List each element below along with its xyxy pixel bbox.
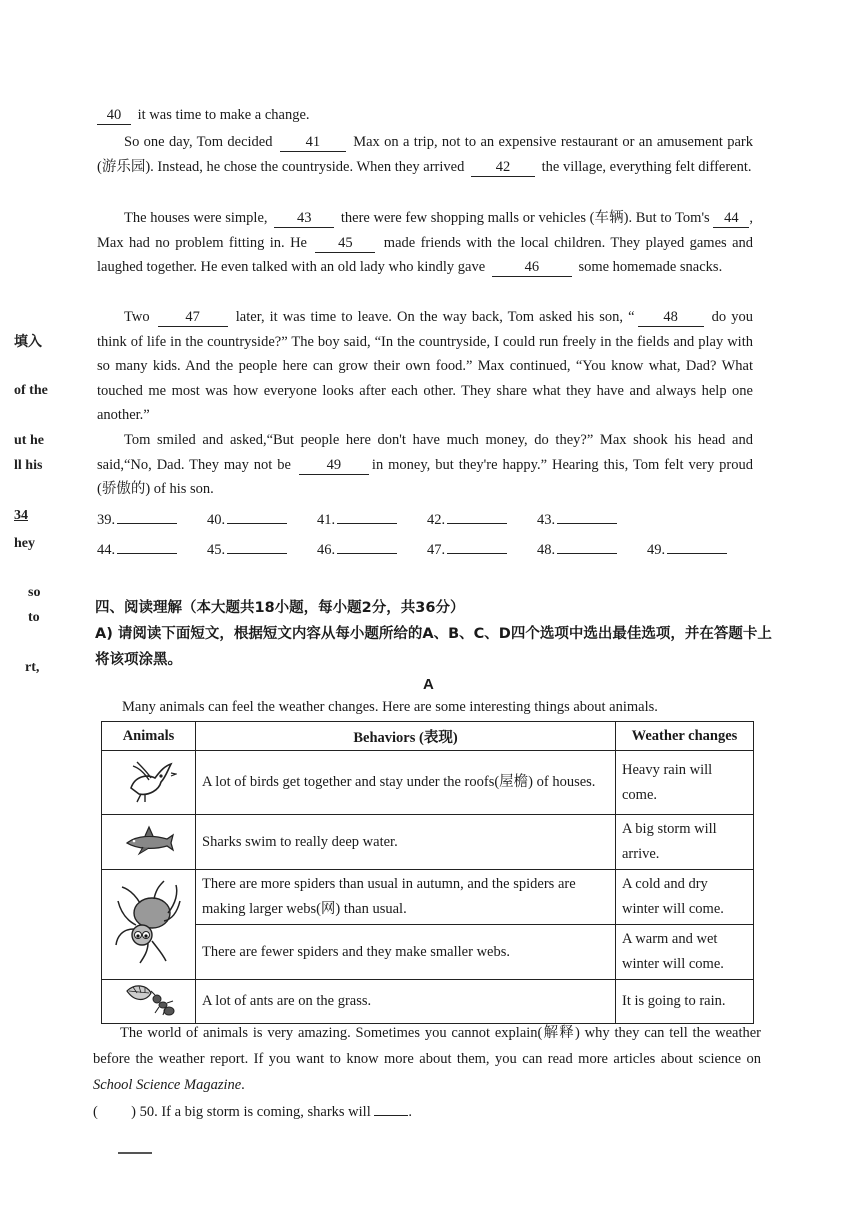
answer-slot[interactable] xyxy=(427,539,537,559)
answer-slot[interactable] xyxy=(427,509,537,529)
blank-40[interactable]: 40 xyxy=(97,107,131,125)
story-text: Tom smiled and asked,“But people here don't have much money, do they?” Max shook his head and said,“No, Dad. They may not be xyxy=(97,432,753,473)
table-row xyxy=(102,925,754,980)
story-text: Max on a trip, not to an expensive restaurant or an amusement park (游乐园). Instead, he chose the countryside. When they arrived xyxy=(97,134,753,175)
animal-cell xyxy=(102,751,196,815)
ant-icon xyxy=(123,981,175,1017)
closing-text: The world of animals is very amazing. Sometimes you cannot explain(解释) why they can tell the weather before the weather report. If you want to know more about them, you can read more articles about science on xyxy=(93,1025,761,1067)
answer-slot[interactable] xyxy=(537,509,647,529)
margin-fragment: ll his xyxy=(14,458,43,473)
blank-45[interactable]: 45 xyxy=(315,235,375,253)
story-paragraph-4 xyxy=(97,428,753,502)
answer-paren-open[interactable]: ( xyxy=(93,1104,98,1120)
animal-cell xyxy=(102,870,196,980)
blank-41[interactable]: 41 xyxy=(280,134,346,152)
answer-number: 43. xyxy=(537,512,556,528)
section-heading: 四、阅读理解（本大题共18小题，每小题2分，共36分） xyxy=(95,600,465,616)
answer-number: 39. xyxy=(97,512,116,528)
answer-number: 47. xyxy=(427,542,446,558)
passage-letter: A xyxy=(423,676,434,693)
table-row xyxy=(102,815,754,870)
weather-cell: It is going to rain. xyxy=(616,980,754,1024)
closing-paragraph xyxy=(93,1020,761,1098)
story-paragraph-2 xyxy=(97,206,753,280)
weather-cell: Heavy rain will come. xyxy=(616,751,754,815)
answer-slot[interactable] xyxy=(207,539,317,559)
answer-slot[interactable] xyxy=(97,509,207,529)
answer-slot[interactable] xyxy=(317,509,427,529)
story-text: do you think of life in the countryside?” The boy said, “In the countryside, I could run freely in the fields and play with so many kids. And the people here can grow their own food.” Max continued, “You know what, Dad? What touched me most was how everyone looks after each other. They share what they have and always help one another.” xyxy=(97,309,753,424)
story-text: So one day, Tom decided xyxy=(124,134,277,150)
spider-icon xyxy=(114,879,184,965)
section-instruction: A) 请阅读下面短文，根据短文内容从每小题所给的A、B、C、D四个选项中选出最佳选项，并在答题卡上将该项涂黑。 xyxy=(95,626,772,668)
behavior-cell: A lot of birds get together and stay under the roofs(屋檐) of houses. xyxy=(196,751,616,815)
answer-slot[interactable] xyxy=(207,509,317,529)
story-line-40 xyxy=(97,103,753,128)
blank-43[interactable]: 43 xyxy=(274,210,334,228)
table-row xyxy=(102,751,754,815)
behavior-cell: A lot of ants are on the grass. xyxy=(196,980,616,1024)
question-text: . xyxy=(408,1104,412,1120)
margin-fragment: 34 xyxy=(14,508,28,523)
story-text: it was time to make a change. xyxy=(134,107,310,123)
blank-48[interactable]: 48 xyxy=(638,309,704,327)
question-blank[interactable] xyxy=(374,1101,408,1116)
blank-44[interactable]: 44 xyxy=(713,210,749,228)
margin-fragment: rt, xyxy=(25,660,40,675)
animal-cell xyxy=(102,815,196,870)
answer-number: 45. xyxy=(207,542,226,558)
weather-cell: A warm and wet winter will come. xyxy=(616,925,754,980)
story-text: some homemade snacks. xyxy=(574,259,723,276)
weather-cell: A big storm will arrive. xyxy=(616,815,754,870)
answer-number: 49. xyxy=(647,542,666,558)
animal-cell xyxy=(102,980,196,1024)
story-text: the village, everything felt different. xyxy=(537,158,752,175)
story-text: Two xyxy=(124,309,155,325)
story-paragraph-1 xyxy=(97,130,753,179)
blank-46[interactable]: 46 xyxy=(492,259,572,277)
story-text: there were few shopping malls or vehicles (车辆). But to Tom's xyxy=(337,210,714,226)
passage-intro: Many animals can feel the weather changes. Here are some interesting things about animals. xyxy=(122,699,658,715)
behavior-cell: Sharks swim to really deep water. xyxy=(196,815,616,870)
answer-number: 46. xyxy=(317,542,336,558)
answer-number: 40. xyxy=(207,512,226,528)
answer-row xyxy=(97,529,757,559)
answer-slot[interactable] xyxy=(537,539,647,559)
animals-weather-table xyxy=(101,721,754,1024)
table-header-row xyxy=(102,722,754,751)
margin-fragment: 填入 xyxy=(14,335,42,350)
blank-47[interactable]: 47 xyxy=(158,309,228,327)
answer-number: 48. xyxy=(537,542,556,558)
answer-slot[interactable] xyxy=(317,539,427,559)
answer-slot[interactable] xyxy=(647,539,757,559)
bird-icon xyxy=(121,756,177,804)
shark-icon xyxy=(123,823,175,857)
answer-number: 41. xyxy=(317,512,336,528)
story-text: The houses were simple, xyxy=(124,210,272,226)
story-text: , Max had no problem fitting in. He xyxy=(97,210,754,251)
table-row xyxy=(102,870,754,925)
column-header: Behaviors (表现) xyxy=(196,722,616,751)
answer-paren-close: ) xyxy=(131,1104,136,1120)
column-header: Animals xyxy=(102,722,196,751)
story-text: made friends with the local children. They played games and laughed together. He even talked with an old lady who kindly gave xyxy=(97,234,753,276)
answer-slot[interactable] xyxy=(97,539,207,559)
answer-number: 42. xyxy=(427,512,446,528)
question-text: 50. If a big storm is coming, sharks will xyxy=(139,1104,371,1120)
closing-text: . xyxy=(241,1077,245,1093)
blank-42[interactable]: 42 xyxy=(471,159,535,177)
answer-row xyxy=(97,499,757,529)
blank-49[interactable]: 49 xyxy=(299,457,369,475)
behavior-cell: There are fewer spiders and they make smaller webs. xyxy=(196,925,616,980)
margin-fragment: of the xyxy=(14,383,48,398)
answer-lines xyxy=(97,499,757,559)
story-text: in money, but they're happy.” Hearing this, Tom felt very proud (骄傲的) of his son. xyxy=(97,456,753,498)
question-50 xyxy=(93,1101,412,1121)
answer-number: 44. xyxy=(97,542,116,558)
table-row xyxy=(102,980,754,1024)
weather-cell: A cold and dry winter will come. xyxy=(616,870,754,925)
behavior-cell: There are more spiders than usual in autumn, and the spiders are making larger webs(网) than usual. xyxy=(196,870,616,925)
column-header: Weather changes xyxy=(616,722,754,751)
page-mark xyxy=(118,1152,152,1154)
margin-fragment: ut he xyxy=(14,433,44,448)
margin-fragment: hey xyxy=(14,536,35,551)
story-text: later, it was time to leave. On the way back, Tom asked his son, “ xyxy=(230,309,635,325)
magazine-title: School Science Magazine xyxy=(93,1077,242,1093)
story-paragraph-3 xyxy=(97,305,753,428)
margin-fragment: to xyxy=(28,610,40,625)
margin-fragment: so xyxy=(28,585,41,600)
